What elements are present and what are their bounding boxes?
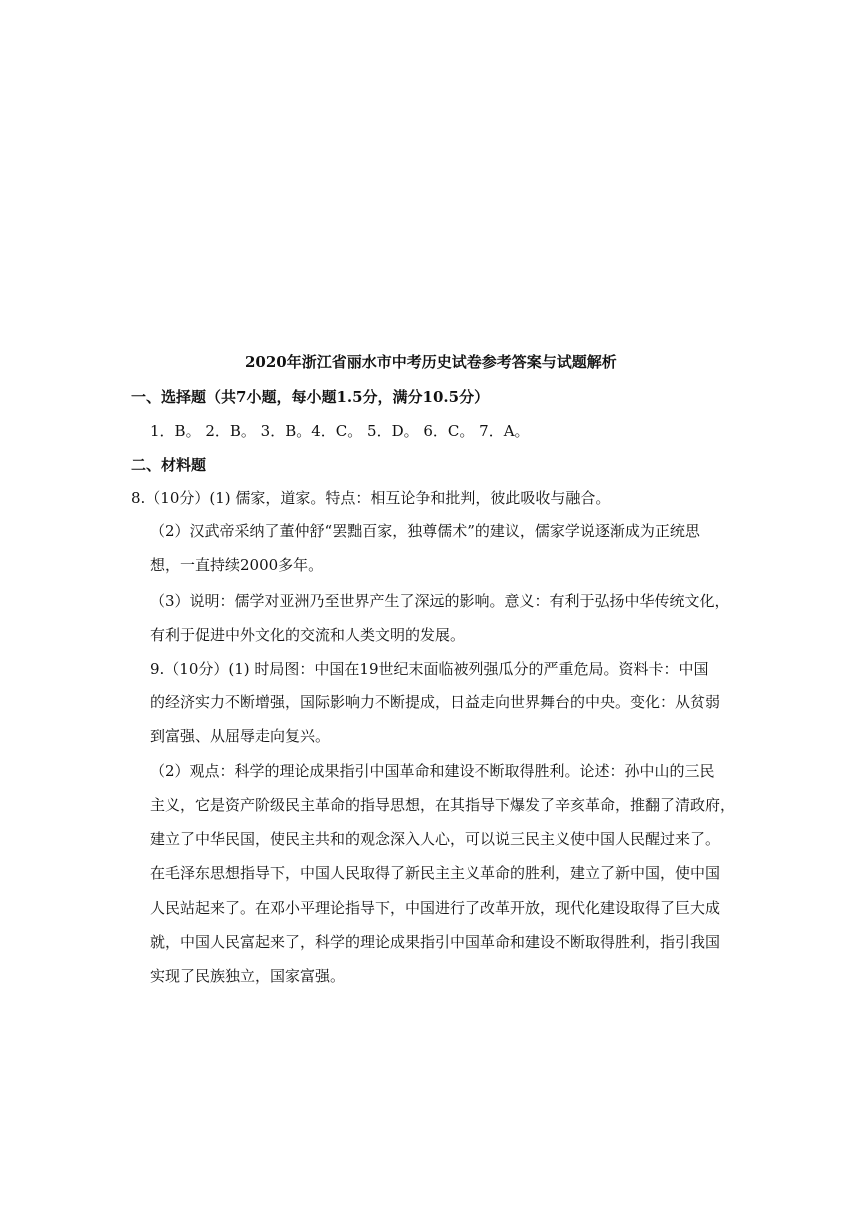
document-title: 2020年浙江省丽水市中考历史试卷参考答案与试题解析	[245, 353, 617, 371]
section-material-heading: 二、材料题	[131, 456, 207, 474]
q8-part2-line-2: 想，一直持续2000多年。	[150, 556, 324, 574]
q8-part3-line-2: 有利于促进中外文化的交流和人类文明的发展。	[150, 626, 466, 644]
q9-part2-line-3: 建立了中华民国，使民主共和的观念深入人心，可以说三民主义使中国人民醒过来了。	[150, 830, 721, 848]
q9-part2-line-7: 实现了民族独立，国家富强。	[150, 967, 346, 985]
q9-line-3: 到富强、从屈辱走向复兴。	[150, 727, 331, 745]
q8-part2-line-1: （2）汉武帝采纳了董仲舒“罢黜百家，独尊儒术”的建议，儒家学说逐渐成为正统思	[150, 522, 700, 540]
q9-part2-line-6: 就，中国人民富起来了，科学的理论成果指引中国革命和建设不断取得胜利，指引我国	[150, 933, 721, 951]
q9-line-1: 9.（10分）(1) 时局图：中国在19世纪末面临被列强瓜分的严重危局。资料卡：中国	[150, 660, 709, 678]
q9-part2-line-1: （2）观点：科学的理论成果指引中国革命和建设不断取得胜利。论述：孙中山的三民	[150, 762, 715, 780]
q8-line-1: 8.（10分）(1) 儒家，道家。特点：相互论争和批判，彼此吸收与融合。	[131, 489, 611, 507]
q9-line-2: 的经济实力不断增强，国际影响力不断提成，日益走向世界舞台的中央。变化：从贫弱	[150, 693, 721, 711]
choice-answers: 1．B。 2．B。 3．B。4．C。 5．D。 6．C。 7．A。	[150, 422, 530, 440]
q8-part3-line-1: （3）说明：儒学对亚洲乃至世界产生了深远的影响。意义：有利于弘扬中华传统文化，	[150, 592, 730, 610]
q9-part2-line-2: 主义，它是资产阶级民主革命的指导思想，在其指导下爆发了辛亥革命，推翻了清政府，	[150, 796, 736, 814]
q9-part2-line-4: 在毛泽东思想指导下，中国人民取得了新民主主义革命的胜利，建立了新中国，使中国	[150, 864, 721, 882]
section-choice-heading: 一、选择题（共7小题，每小题1.5分，满分10.5分）	[131, 388, 490, 406]
q9-part2-line-5: 人民站起来了。在邓小平理论指导下，中国进行了改革开放，现代化建设取得了巨大成	[150, 899, 721, 917]
